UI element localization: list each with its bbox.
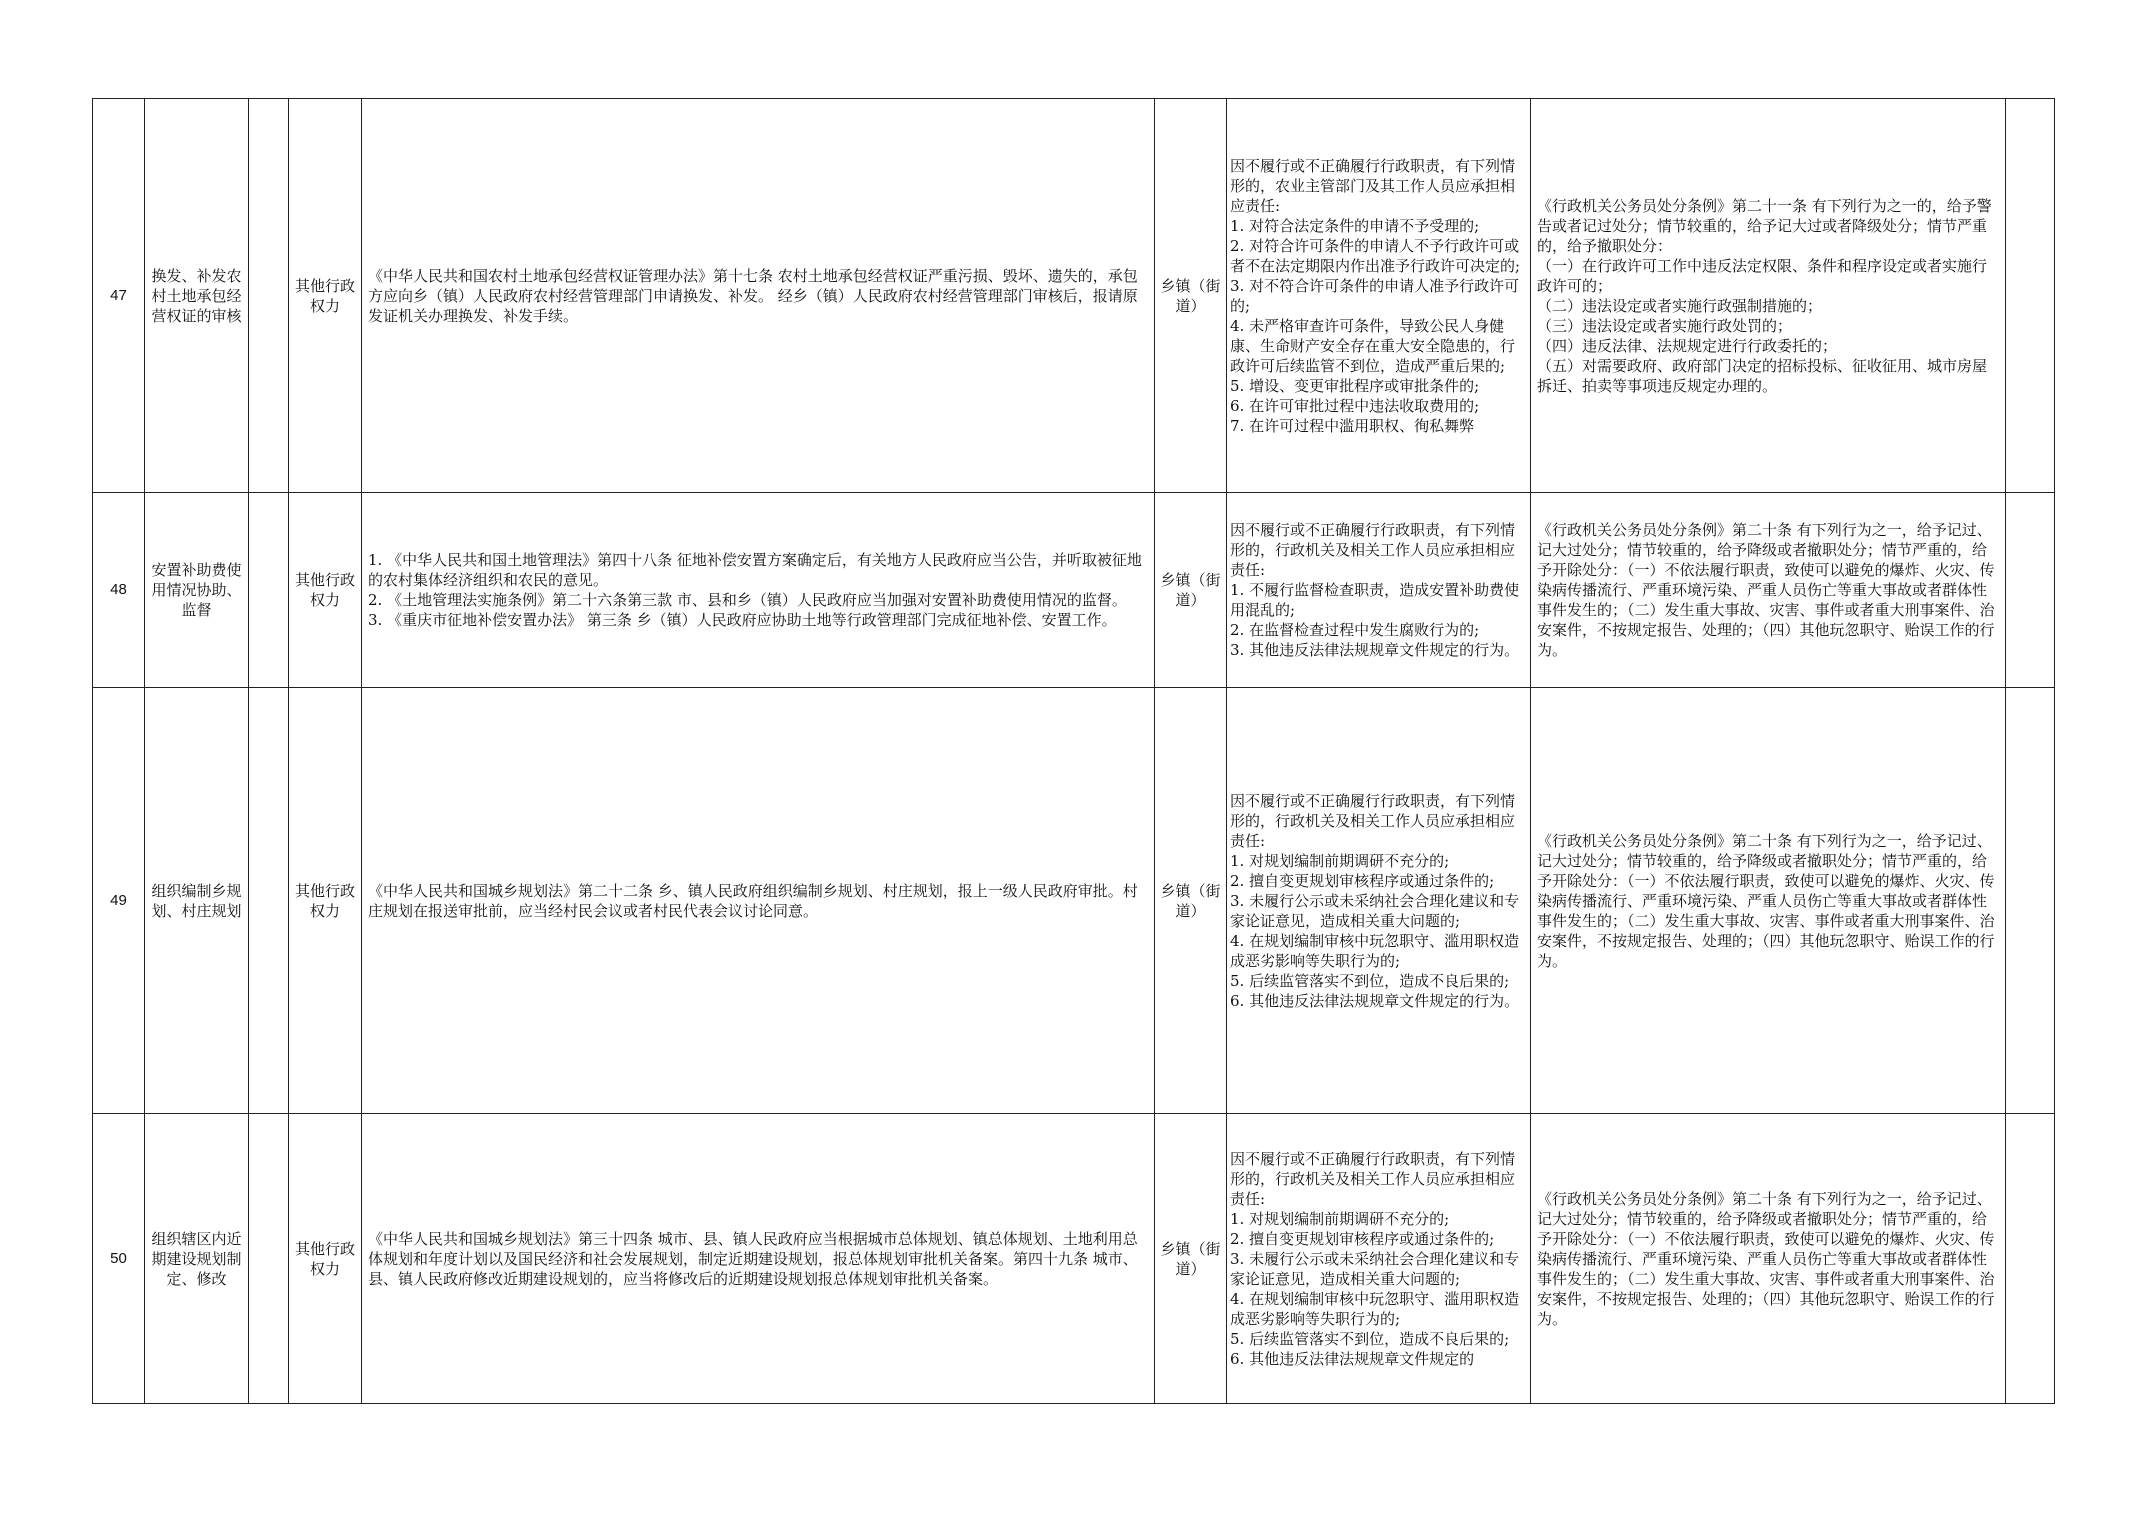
cell-line: 2. 在监督检查过程中发生腐败行为的; bbox=[1230, 621, 1480, 639]
cell-line: 《行政机关公务员处分条例》第二十条 有下列行为之一，给予记过、记大过处分；情节较重的，给予降级或者撤职处分；情节严重的，给予开除处分：（一）不依法履行职责，致使可以避免的爆炸、火灾、传染病传播流行、严重环境污染、严重人员伤亡等重大事故或者群体性事件发生的；（二）发生重大事故、灾害、事件或者重大刑事案件、治安案件，不按规定报告、处理的；（四）其他玩忽职守、贻误工作的行为。 bbox=[1537, 1189, 1995, 1328]
cell-line: 4. 未严格审查许可条件，导致公民人身健康、生命财产安全存在重大安全隐患的，行政许可后续监管不到位，造成严重后果的; bbox=[1230, 316, 1516, 375]
cell-line: 7. 在许可过程中滥用职权、徇私舞弊 bbox=[1230, 416, 1475, 435]
empty-cell bbox=[249, 493, 289, 688]
item-name: 安置补助费使用情况协助、监督 bbox=[145, 493, 249, 688]
row-number: 49 bbox=[93, 688, 145, 1114]
responsibility-matters bbox=[1227, 99, 1531, 493]
accountability-basis bbox=[1531, 1114, 2006, 1404]
empty-cell bbox=[249, 99, 289, 493]
cell-line: 6. 在许可审批过程中违法收取费用的; bbox=[1230, 396, 1480, 415]
power-type: 其他行政权力 bbox=[289, 493, 362, 688]
cell-text bbox=[1230, 1149, 1526, 1369]
cell-line: 因不履行或不正确履行行政职责，有下列情形的，行政机关及相关工作人员应承担相应责任: bbox=[1230, 521, 1516, 579]
legal-basis bbox=[362, 493, 1155, 688]
cell-text bbox=[1230, 156, 1526, 436]
cell-line: 3. 未履行公示或未采纳社会合理化建议和专家论证意见，造成相关重大问题的; bbox=[1230, 1249, 1520, 1288]
power-list-table bbox=[92, 98, 2055, 1404]
responsibility-matters bbox=[1227, 1114, 1531, 1404]
cell-line: 《行政机关公务员处分条例》第二十条 有下列行为之一，给予记过、记大过处分；情节较重的，给予降级或者撤职处分；情节严重的，给予开除处分：（一）不依法履行职责，致使可以避免的爆炸、火灾、传染病传播流行、严重环境污染、严重人员伤亡等重大事故或者群体性事件发生的；（二）发生重大事故、灾害、事件或者重大刑事案件、治安案件，不按规定报告、处理的；（四）其他玩忽职守、贻误工作的行为。 bbox=[1537, 521, 1995, 659]
item-name: 换发、补发农村土地承包经营权证的审核 bbox=[145, 99, 249, 493]
item-name: 组织编制乡规划、村庄规划 bbox=[145, 688, 249, 1114]
cell-line: 《中华人民共和国农村土地承包经营权证管理办法》第十七条 农村土地承包经营权证严重污损、毁坏、遗失的，承包方应向乡（镇）人民政府农村经营管理部门申请换发、补发。 经乡（镇）人民政府农村经营管理部门审核后，报请原发证机关办理换发、补发手续。 bbox=[368, 266, 1138, 325]
cell-text bbox=[1537, 1189, 1999, 1329]
cell-line: 《行政机关公务员处分条例》第二十一条 有下列行为之一的，给予警告或者记过处分；情节较重的，给予记大过或者降级处分；情节严重的，给予撤职处分： bbox=[1537, 196, 1992, 255]
power-type: 其他行政权力 bbox=[289, 99, 362, 493]
cell-line: （二）违法设定或者实施行政强制措施的； bbox=[1537, 296, 1823, 315]
cell-line: 2. 《土地管理法实施条例》第二十六条第三款 市、县和乡（镇）人民政府应当加强对安置补助费使用情况的监督。 bbox=[368, 591, 1127, 609]
cell-line: （三）违法设定或者实施行政处罚的； bbox=[1537, 316, 1793, 335]
cell-line: 1. 不履行监督检查职责，造成安置补助费使用混乱的; bbox=[1230, 581, 1520, 619]
row-number: 50 bbox=[93, 1114, 145, 1404]
cell-text bbox=[1537, 520, 1999, 660]
cell-line: 《中华人民共和国城乡规划法》第二十二条 乡、镇人民政府组织编制乡规划、村庄规划，报上一级人民政府审批。村庄规划在报送审批前，应当经村民会议或者村民代表会议讨论同意。 bbox=[368, 881, 1138, 920]
row-number: 47 bbox=[93, 99, 145, 493]
legal-basis bbox=[362, 99, 1155, 493]
cell-line: 因不履行或不正确履行行政职责，有下列情形的，行政机关及相关工作人员应承担相应责任: bbox=[1230, 1149, 1516, 1208]
cell-line: 因不履行或不正确履行行政职责，有下列情形的，农业主管部门及其工作人员应承担相应责任: bbox=[1230, 156, 1516, 215]
accountability-basis bbox=[1531, 99, 2006, 493]
cell-line: 3. 对不符合许可条件的申请人准予行政许可的; bbox=[1230, 276, 1520, 315]
cell-text bbox=[368, 266, 1146, 326]
cell-line: 5. 后续监管落实不到位，造成不良后果的; bbox=[1230, 971, 1510, 990]
cell-line: 1. 《中华人民共和国土地管理法》第四十八条 征地补偿安置方案确定后，有关地方人民政府应当公告，并听取被征地的农村集体经济组织和农民的意见。 bbox=[368, 551, 1142, 589]
power-type: 其他行政权力 bbox=[289, 1114, 362, 1404]
cell-line: 3. 未履行公示或未采纳社会合理化建议和专家论证意见，造成相关重大问题的; bbox=[1230, 891, 1520, 930]
remarks-cell bbox=[2006, 493, 2055, 688]
table-row bbox=[93, 99, 2055, 493]
accountability-basis bbox=[1531, 688, 2006, 1114]
cell-line: （一）在行政许可工作中违反法定权限、条件和程序设定或者实施行政许可的； bbox=[1537, 256, 1988, 295]
empty-cell bbox=[249, 1114, 289, 1404]
table-row bbox=[93, 1114, 2055, 1404]
cell-text bbox=[1537, 831, 1999, 971]
cell-line: （四）违反法律、法规规定进行行政委托的； bbox=[1537, 336, 1838, 355]
item-name: 组织辖区内近期建设规划制定、修改 bbox=[145, 1114, 249, 1404]
responsibility-matters bbox=[1227, 493, 1531, 688]
row-number: 48 bbox=[93, 493, 145, 688]
table-body bbox=[93, 99, 2055, 1404]
power-type: 其他行政权力 bbox=[289, 688, 362, 1114]
remarks-cell bbox=[2006, 688, 2055, 1114]
cell-line: 2. 对符合许可条件的申请人不予行政许可或者不在法定期限内作出准予行政许可决定的; bbox=[1230, 236, 1521, 275]
cell-line: 6. 其他违反法律法规规章文件规定的行为。 bbox=[1230, 991, 1520, 1010]
cell-text bbox=[1537, 196, 1999, 396]
cell-line: 1. 对规划编制前期调研不充分的; bbox=[1230, 851, 1450, 870]
responsible-subject: 乡镇（街道） bbox=[1155, 1114, 1227, 1404]
cell-line: 5. 后续监管落实不到位，造成不良后果的; bbox=[1230, 1329, 1510, 1348]
responsible-subject: 乡镇（街道） bbox=[1155, 493, 1227, 688]
responsible-subject: 乡镇（街道） bbox=[1155, 688, 1227, 1114]
remarks-cell bbox=[2006, 1114, 2055, 1404]
cell-line: 6. 其他违反法律法规规章文件规定的 bbox=[1230, 1349, 1475, 1368]
cell-line: 《行政机关公务员处分条例》第二十条 有下列行为之一，给予记过、记大过处分；情节较重的，给予降级或者撤职处分；情节严重的，给予开除处分：（一）不依法履行职责，致使可以避免的爆炸、火灾、传染病传播流行、严重环境污染、严重人员伤亡等重大事故或者群体性事件发生的；（二）发生重大事故、灾害、事件或者重大刑事案件、治安案件，不按规定报告、处理的；（四）其他玩忽职守、贻误工作的行为。 bbox=[1537, 831, 1995, 970]
cell-text bbox=[1230, 791, 1526, 1011]
cell-line: 5. 增设、变更审批程序或审批条件的; bbox=[1230, 376, 1480, 395]
cell-text bbox=[368, 550, 1146, 630]
responsible-subject: 乡镇（街道） bbox=[1155, 99, 1227, 493]
table-row bbox=[93, 688, 2055, 1114]
cell-line: 4. 在规划编制审核中玩忽职守、滥用职权造成恶劣影响等失职行为的; bbox=[1230, 931, 1520, 970]
cell-line: 2. 擅自变更规划审核程序或通过条件的; bbox=[1230, 871, 1495, 890]
cell-text bbox=[368, 881, 1146, 921]
remarks-cell bbox=[2006, 99, 2055, 493]
cell-line: 3. 《重庆市征地补偿安置办法》 第三条 乡（镇）人民政府应协助土地等行政管理部门完成征地补偿、安置工作。 bbox=[368, 611, 1117, 629]
empty-cell bbox=[249, 688, 289, 1114]
cell-text bbox=[1230, 520, 1526, 660]
accountability-basis bbox=[1531, 493, 2006, 688]
cell-text bbox=[368, 1229, 1146, 1289]
cell-line: （五）对需要政府、政府部门决定的招标投标、征收征用、城市房屋拆迁、拍卖等事项违反规定办理的。 bbox=[1537, 356, 1988, 395]
cell-line: 1. 对规划编制前期调研不充分的; bbox=[1230, 1209, 1450, 1228]
legal-basis bbox=[362, 1114, 1155, 1404]
cell-line: 1. 对符合法定条件的申请不予受理的; bbox=[1230, 216, 1480, 235]
responsibility-matters bbox=[1227, 688, 1531, 1114]
cell-line: 2. 擅自变更规划审核程序或通过条件的; bbox=[1230, 1229, 1495, 1248]
legal-basis bbox=[362, 688, 1155, 1114]
cell-line: 因不履行或不正确履行行政职责，有下列情形的，行政机关及相关工作人员应承担相应责任: bbox=[1230, 791, 1516, 850]
cell-line: 3. 其他违反法律法规规章文件规定的行为。 bbox=[1230, 641, 1520, 659]
table-row bbox=[93, 493, 2055, 688]
cell-line: 《中华人民共和国城乡规划法》第三十四条 城市、县、镇人民政府应当根据城市总体规划、镇总体规划、土地利用总体规划和年度计划以及国民经济和社会发展规划，制定近期建设规划，报总体规划审批机关备案。第四十九条 城市、县、镇人民政府修改近期建设规划的，应当将修改后的近期建设规划报总体规划审批机关备案。 bbox=[368, 1229, 1138, 1288]
cell-line: 4. 在规划编制审核中玩忽职守、滥用职权造成恶劣影响等失职行为的; bbox=[1230, 1289, 1520, 1328]
